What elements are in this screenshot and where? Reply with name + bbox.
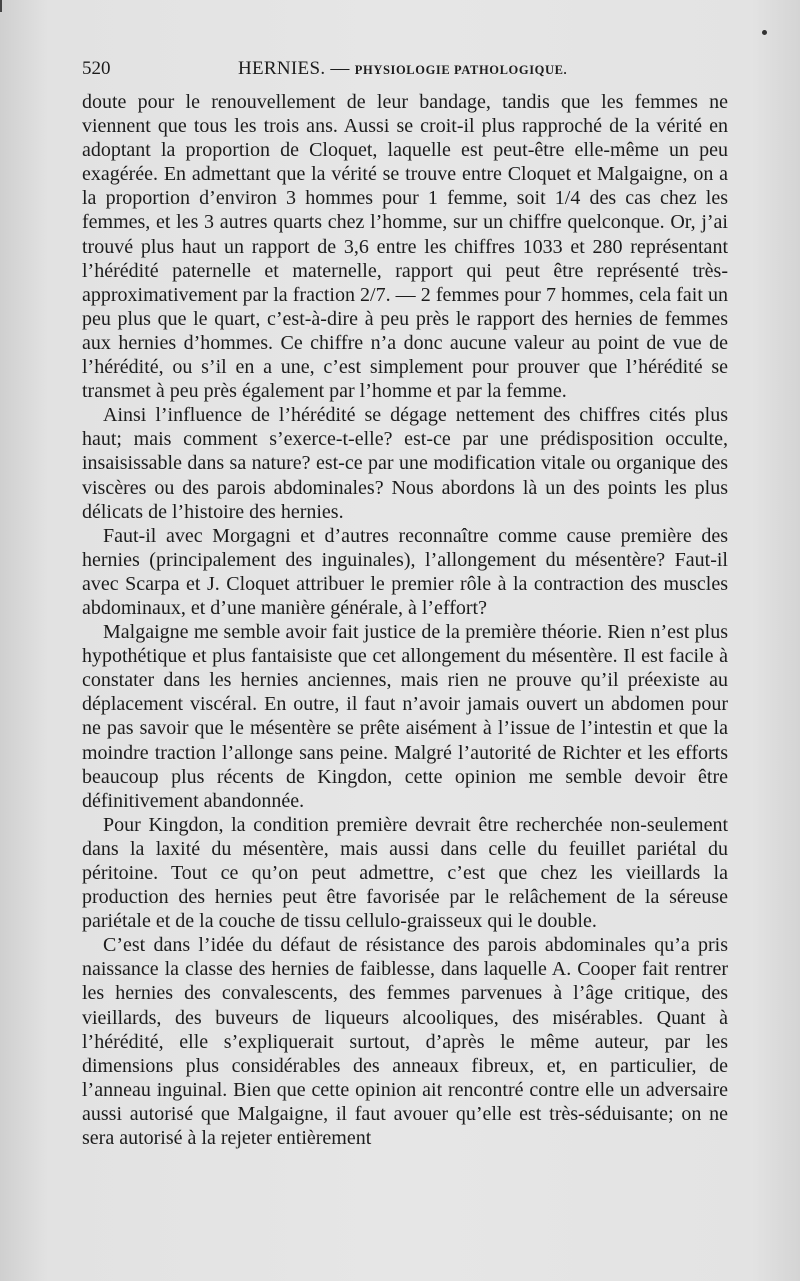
running-title-main: HERNIES.	[238, 58, 326, 79]
paragraph-4: Malgaigne me semble avoir fait justice de la première théorie. Rien n’est plus hypothétique et plus fantaisiste que cet allongement du mésentère. Il est facile à constater dans les hernies anciennes, mais rien ne prouve qu’il préexiste au déplacement viscéral. En outre, il faut n’avoir jamais ouvert un abdomen pour ne pas savoir que le mésentère se prête aisément à l’issue de l’intestin et que la moindre traction l’allonge sans peine. Malgré l’autorité de Richter et les efforts beaucoup plus récents de Kingdon, cette opinion me semble devoir être définitivement abandonnée.	[82, 621, 728, 812]
running-header	[82, 58, 728, 84]
paragraph-2: Ainsi l’influence de l’hérédité se dégage nettement des chiffres cités plus haut; mais comment s’exerce-t-elle? est-ce par une prédisposition occulte, insaisissable dans sa nature? est-ce par une modification vitale ou organique des viscères ou des parois abdominales? Nous abordons là un des points les plus délicats de l’histoire des hernies.	[82, 404, 728, 523]
running-title-separator: —	[325, 58, 355, 79]
page-number: 520	[82, 58, 111, 79]
running-title-subtitle: PHYSIOLOGIE PATHOLOGIQUE.	[354, 63, 568, 77]
body-text	[82, 90, 728, 1150]
running-title	[238, 58, 567, 80]
paragraph-5: Pour Kingdon, la condition première devrait être recherchée non-seulement dans la laxité du mésentère, mais aussi dans celle du feuillet pariétal du péritoine. Tout ce qu’on peut admettre, c’est que chez les vieillards la production des hernies peut être favorisée par le relâchement de la séreuse pariétale et de la couche de tissu cellulo-graisseux qui le double.	[82, 813, 728, 933]
paragraph-6: C’est dans l’idée du défaut de résistance des parois abdominales qu’a pris naissance la classe des hernies de faiblesse, dans laquelle A. Cooper fait rentrer les hernies des convalescents, des femmes parvenues à l’âge critique, des vieillards, des buveurs de liqueurs alcooliques, des misérables. Quant à l’hérédité, elle s’expliquerait surtout, d’après le même auteur, par les dimensions plus considérables des anneaux fibreux, et, en particulier, de l’anneau inguinal. Bien que cette opinion ait rencontré contre elle un adversaire aussi autorisé que Malgaigne, il faut avouer qu’elle est très-séduisante; on ne sera autorisé à la rejeter entièrement	[82, 934, 728, 1150]
paragraph-3: Faut-il avec Morgagni et d’autres reconnaître comme cause première des hernies (principalement des inguinales), l’allongement du mésentère? Faut-il avec Scarpa et J. Cloquet attribuer le premier rôle à la contraction des muscles abdominaux, et d’une manière générale, à l’effort?	[82, 524, 728, 619]
page-edge-mark	[0, 0, 2, 12]
paragraph-1: doute pour le renouvellement de leur bandage, tandis que les femmes ne viennent que tous les trois ans. Aussi se croit-il plus rapproché de la vérité en adoptant la proportion de Cloquet, laquelle est peut-être elle-même un peu exagérée. En admettant que la vérité se trouve entre Cloquet et Malgaigne, on a la proportion d’environ 3 hommes pour 1 femme, soit 1/4 des cas chez les femmes, et les 3 autres quarts chez l’homme, sur un chiffre quelconque. Or, j’ai trouvé plus haut un rapport de 3,6 entre les chiffres 1033 et 280 représentant l’hérédité paternelle et maternelle, rapport qui peut être représenté très-approximativement par la fraction 2/7. — 2 femmes pour 7 hommes, cela fait un peu plus que le quart, c’est-à-dire à peu près le rapport des hernies de femmes aux hernies d’hommes. Ce chiffre n’a donc aucune valeur au point de vue de l’hérédité, ou s’il en a une, c’est simplement pour prouver que l’hérédité se transmet à peu près également par l’homme et par la femme.	[82, 91, 728, 403]
ink-speck	[762, 30, 767, 35]
